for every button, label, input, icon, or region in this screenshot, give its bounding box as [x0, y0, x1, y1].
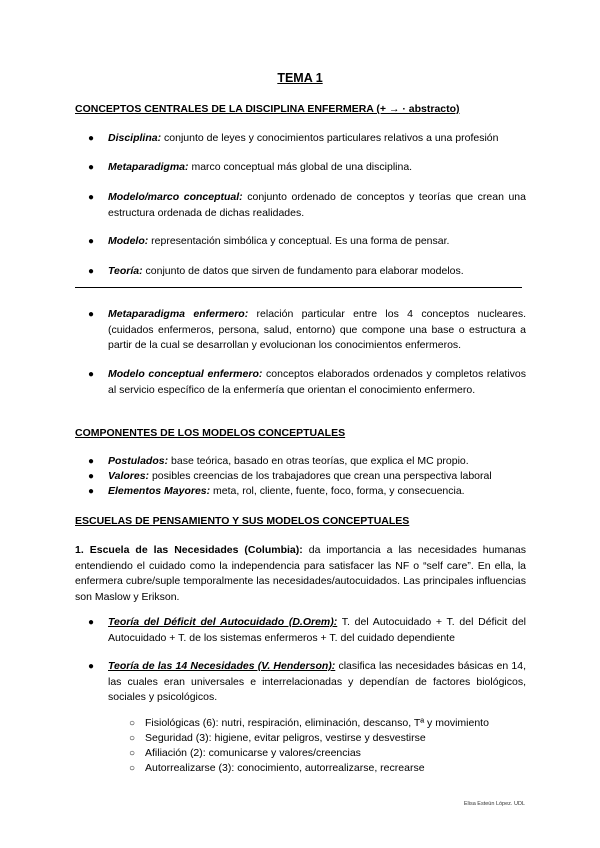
- term: Teoría de las 14 Necesidades (V. Henderson):: [108, 660, 336, 672]
- term: Elementos Mayores:: [108, 485, 211, 497]
- list-item-modelo: [108, 234, 526, 250]
- list-item-disciplina: [108, 131, 526, 147]
- paragraph-escuela-necesidades: [75, 543, 526, 605]
- bullet-icon: ●: [88, 486, 95, 497]
- section-heading-conceptos: CONCEPTOS CENTRALES DE LA DISCIPLINA ENFERMERA (+ → · abstracto): [75, 103, 460, 115]
- bullet-icon: ●: [88, 309, 95, 320]
- bullet-icon: ●: [88, 456, 95, 467]
- term: Teoría del Déficit del Autocuidado (D.Orem):: [108, 616, 338, 628]
- section-heading-componentes: COMPONENTES DE LOS MODELOS CONCEPTUALES: [75, 427, 346, 439]
- bullet-icon: ●: [88, 266, 95, 277]
- sublist-item-afiliacion: Afiliación (2): comunicarse y valores/creencias: [145, 747, 361, 759]
- separator-line: [75, 287, 522, 288]
- definition: marco conceptual más global de una disciplina.: [188, 161, 413, 173]
- term: Modelo/marco conceptual:: [108, 191, 243, 203]
- definition: clasifica las necesidades básicas en 14, las cuales eran universales e interrelacionadas y dependían de factores biológicos, sociales y psicológicos.: [108, 660, 526, 703]
- bullet-icon: ●: [88, 133, 95, 144]
- list-item-teoria-henderson: [108, 659, 526, 706]
- paragraph-text: da importancia a las necesidades humanas entendiendo el cuidado como la independencia para satisfacer las NF o “self care”. En ella, la enfermera cubre/suple temporalmente las necesidades/autocuidados. Las principales influencias son Maslow y Erikson.: [75, 544, 527, 603]
- page-footer: Elisa Esteún López. UDL: [463, 801, 525, 807]
- term: Teoría:: [108, 265, 143, 277]
- sublist-item-seguridad: Seguridad (3): higiene, evitar peligros, vestirse y desvestirse: [145, 732, 426, 744]
- section-heading-escuelas: ESCUELAS DE PENSAMIENTO Y SUS MODELOS CONCEPTUALES: [75, 515, 410, 527]
- definition: conjunto de leyes y conocimientos particulares relativos a una profesión: [161, 132, 499, 144]
- list-item-modelo-marco: [108, 190, 526, 221]
- list-item-valores: [108, 469, 526, 485]
- term: Postulados:: [108, 455, 169, 467]
- definition: base teórica, basado en otras teorías, que explica el MC propio.: [168, 455, 469, 467]
- definition: posibles creencias de los trabajadores que crean una perspectiva laboral: [149, 470, 492, 482]
- paragraph-lead: 1. Escuela de las Necesidades (Columbia):: [75, 544, 303, 556]
- bullet-icon: ●: [88, 661, 95, 672]
- list-item-teoria-orem: [108, 615, 526, 646]
- bullet-icon: ●: [88, 162, 95, 173]
- bullet-icon: ●: [88, 192, 95, 203]
- sublist-item-fisiologicas: Fisiológicas (6): nutri, respiración, eliminación, descanso, Tª y movimiento: [145, 717, 489, 729]
- term: Modelo:: [108, 235, 149, 247]
- list-item-teoria: [108, 264, 526, 280]
- bullet-icon: ●: [88, 471, 95, 482]
- definition: representación simbólica y conceptual. Es una forma de pensar.: [148, 235, 450, 247]
- list-item-metaparadigma-enfermero: [108, 307, 526, 354]
- definition: meta, rol, cliente, fuente, foco, forma, y consecuencia.: [210, 485, 465, 497]
- bullet-icon: ●: [88, 369, 95, 380]
- bullet-icon: ●: [88, 617, 95, 628]
- list-item-metaparadigma: [108, 160, 526, 176]
- hollow-bullet-icon: ○: [129, 733, 136, 744]
- term: Metaparadigma:: [108, 161, 189, 173]
- list-item-elementos-mayores: [108, 484, 526, 500]
- term: Valores:: [108, 470, 150, 482]
- bullet-icon: ●: [88, 236, 95, 247]
- definition: conceptos elaborados ordenados y completos relativos al servicio específico de la enfermería que orientan el conocimiento enfermero.: [108, 368, 526, 396]
- hollow-bullet-icon: ○: [129, 718, 136, 729]
- term: Modelo conceptual enfermero:: [108, 368, 263, 380]
- page-title: TEMA 1: [277, 71, 323, 85]
- definition: conjunto ordenado de conceptos y teorías que crean una estructura ordenada de dichas realidades.: [108, 191, 526, 219]
- sublist-item-autorrealizarse: Autorrealizarse (3): conocimiento, autorrealizarse, recrearse: [145, 762, 425, 774]
- definition: conjunto de datos que sirven de fundamento para elaborar modelos.: [142, 265, 464, 277]
- list-item-modelo-conceptual-enfermero: [108, 367, 526, 398]
- hollow-bullet-icon: ○: [129, 763, 136, 774]
- term: Metaparadigma enfermero:: [108, 308, 249, 320]
- definition: T. del Autocuidado + T. del Déficit del Autocuidado + T. de los sistemas enfermeros + T. del cuidado dependiente: [108, 616, 526, 644]
- list-item-postulados: [108, 454, 526, 470]
- definition: relación particular entre los 4 conceptos nucleares. (cuidados enfermeros, persona, salud, entorno) que compone una base o estructura a partir de la cual se desarrollan y evolucionan los conocimientos enfermeros.: [108, 308, 526, 351]
- hollow-bullet-icon: ○: [129, 748, 136, 759]
- term: Disciplina:: [108, 132, 162, 144]
